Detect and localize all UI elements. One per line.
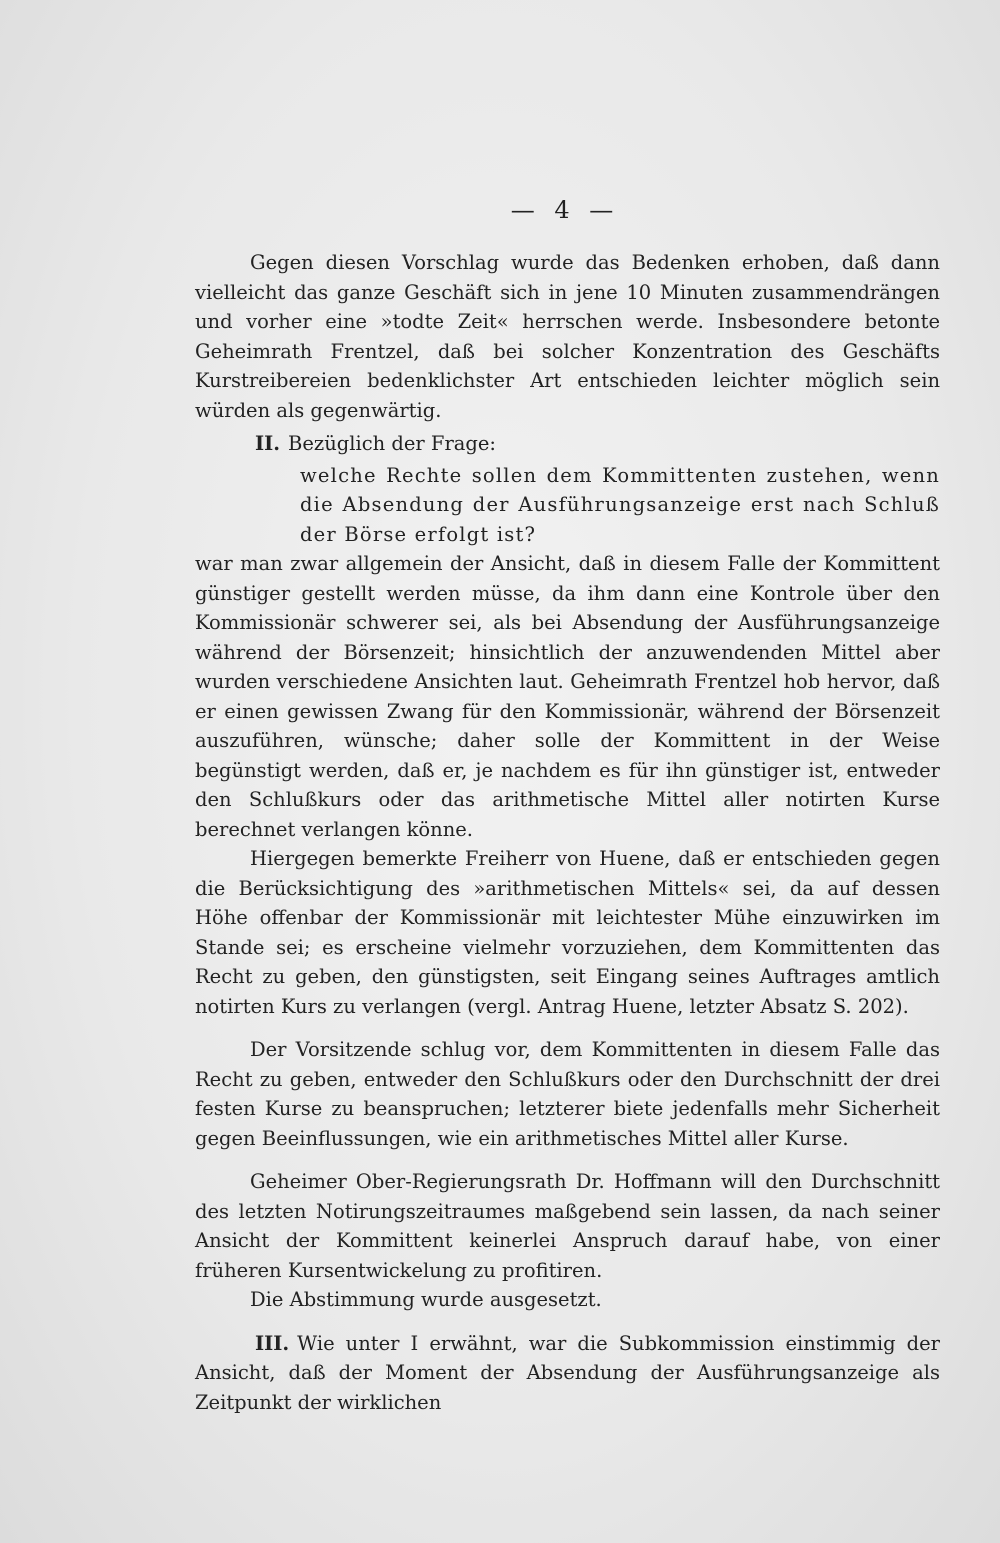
section-ii-question: welche Rechte sollen dem Kommittenten zustehen, wenn die Absendung der Ausführungsanzeige erst nach Schluß der Börse erfolgt ist? <box>300 463 940 546</box>
paragraph-general-opinion: war man zwar allgemein der Ansicht, daß in diesem Falle der Kommittent günstiger gestellt werden müsse, da ihm dann eine Kontrole über den Kommissionär schwerer sei, als bei Absendung der Ausführungsanzeige während der Börsenzeit; hinsichtlich der anzuwendenden Mittel aber wurden verschiedene Ansichten laut. Geheimrath Frentzel hob hervor, daß er einen gewissen Zwang für den Kommissionär, während der Börsenzeit auszuführen, wünsche; daher solle der Kommittent in der Weise begünstigt werden, daß er, je nachdem es für ihn günstiger ist, entweder den Schlußkurs oder das arithmetische Mittel aller notirten Kurse berechnet verlangen könne. <box>195 552 940 841</box>
section-iii-text: Wie unter I erwähnt, war die Subkommission einstimmig der Ansicht, daß der Moment der Absendung der Ausführungsanzeige als Zeitpunkt der wirklichen <box>195 1331 940 1414</box>
section-ii-number: II. <box>255 432 281 455</box>
section-iii-number: III. <box>255 1331 290 1355</box>
paragraph-proposal-objection: Gegen diesen Vorschlag wurde das Bedenken erhoben, daß dann vielleicht das ganze Geschäft sich in jene 10 Minuten zusammendrängen und vorher eine »todte Zeit« herrschen werde. Insbesondere betonte Geheimrath Frentzel, daß bei solcher Konzentration des Geschäfts Kurstreibereien bedenklichster Art entschieden leichter möglich sein würden als gegenwärtig. <box>195 251 940 422</box>
section-ii-heading <box>195 429 940 459</box>
page-number: — 4 — <box>510 196 620 224</box>
paragraph-chairman-proposal: Der Vorsitzende schlug vor, dem Kommittenten in diesem Falle das Recht zu geben, entweder den Schlußkurs oder den Durchschnitt der drei festen Kurse zu beanspruchen; letzterer biete jedenfalls mehr Sicherheit gegen Beeinflussungen, wie ein arithmetisches Mittel aller Kurse. <box>195 1038 940 1150</box>
paragraph-huene-remark: Hiergegen bemerkte Freiherr von Huene, daß er entschieden gegen die Berücksichtigung des »arithmetischen Mittels« sei, da auf dessen Höhe offenbar der Kommissionär mit leichtester Mühe einzuwirken im Stande sei; es erscheine vielmehr vorzuziehen, dem Kommittenten das Recht zu geben, den günstigsten, seit Eingang seines Auftrages amtlich notirten Kurs zu verlangen (vergl. Antrag Huene, letzter Absatz S. 202). <box>195 847 940 1018</box>
section-ii-intro: Bezüglich der Frage: <box>288 432 496 455</box>
paragraph-vote-postponed: Die Abstimmung wurde ausgesetzt. <box>250 1288 602 1311</box>
section-iii <box>195 1329 940 1418</box>
body-text <box>195 248 940 1417</box>
paragraph-hoffmann-opinion: Geheimer Ober-Regierungsrath Dr. Hoffmann will den Durchschnitt des letzten Notirungszeitraumes maßgebend sein lassen, da nach seiner Ansicht der Kommittent keinerlei Anspruch darauf habe, von einer früheren Kursentwickelung zu profitiren. <box>195 1170 940 1282</box>
